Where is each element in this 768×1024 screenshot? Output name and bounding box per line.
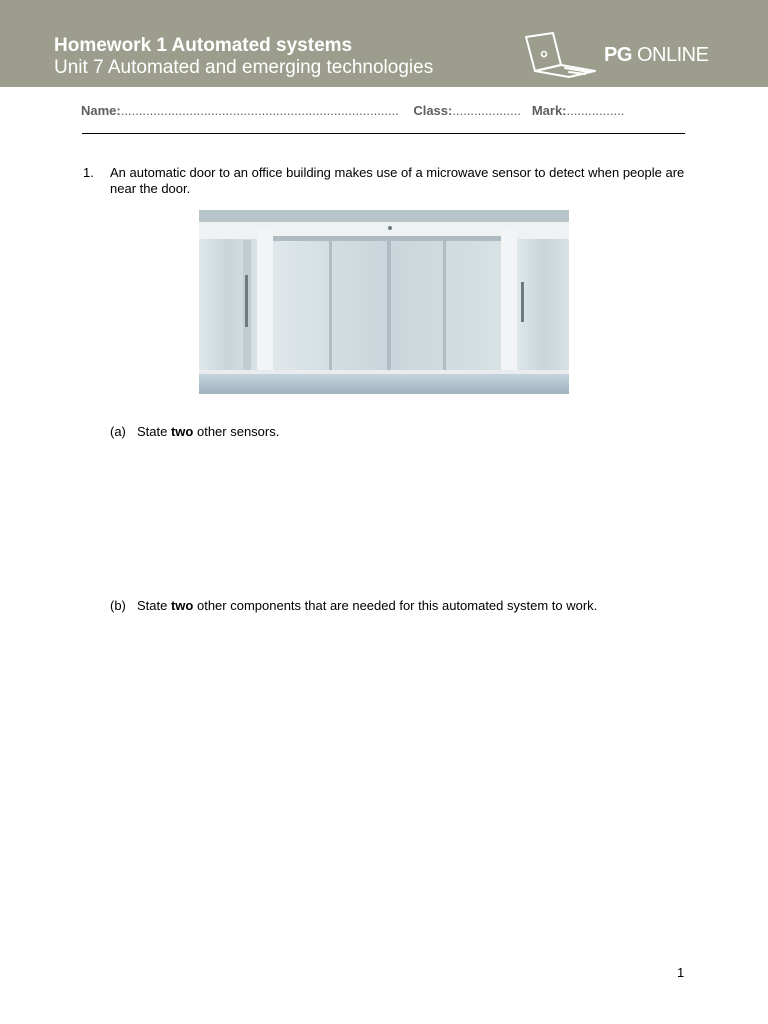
header-divider bbox=[82, 133, 685, 134]
laptop-icon bbox=[523, 31, 599, 79]
part-b-bold: two bbox=[170, 598, 194, 613]
name-field[interactable]: ............................................................................. bbox=[120, 103, 399, 118]
class-field[interactable]: ................... bbox=[452, 103, 521, 118]
logo-text-rest: ONLINE bbox=[631, 44, 709, 66]
question-text: An automatic door to an office building makes use of a microwave sensor to detect when people are near the door. bbox=[110, 165, 685, 196]
part-a-bold: two bbox=[170, 424, 194, 439]
part-a-post: other sensors. bbox=[193, 424, 280, 439]
name-label: Name: bbox=[81, 103, 121, 118]
automatic-glass-door-photo bbox=[199, 210, 569, 394]
part-b-text bbox=[137, 598, 597, 613]
part-b-post: other components that are needed for this automated system to work. bbox=[193, 598, 598, 613]
mark-label: Mark: bbox=[531, 103, 567, 118]
question-number: 1. bbox=[83, 165, 94, 180]
class-label: Class: bbox=[413, 103, 453, 118]
page-number: 1 bbox=[677, 965, 685, 980]
part-b-label: (b) bbox=[110, 598, 126, 613]
page-header bbox=[0, 0, 768, 87]
logo-text bbox=[604, 44, 708, 67]
part-a-label: (a) bbox=[110, 424, 126, 439]
part-a-text bbox=[137, 424, 279, 439]
logo-text-bold: PG bbox=[604, 44, 632, 66]
page-title: Homework 1 Automated systems bbox=[54, 35, 353, 56]
part-a-pre: State bbox=[137, 424, 171, 439]
student-info-line bbox=[81, 103, 624, 118]
page-subtitle: Unit 7 Automated and emerging technologies bbox=[54, 57, 434, 78]
mark-field[interactable]: ................ bbox=[566, 103, 625, 118]
part-b-pre: State bbox=[137, 598, 171, 613]
